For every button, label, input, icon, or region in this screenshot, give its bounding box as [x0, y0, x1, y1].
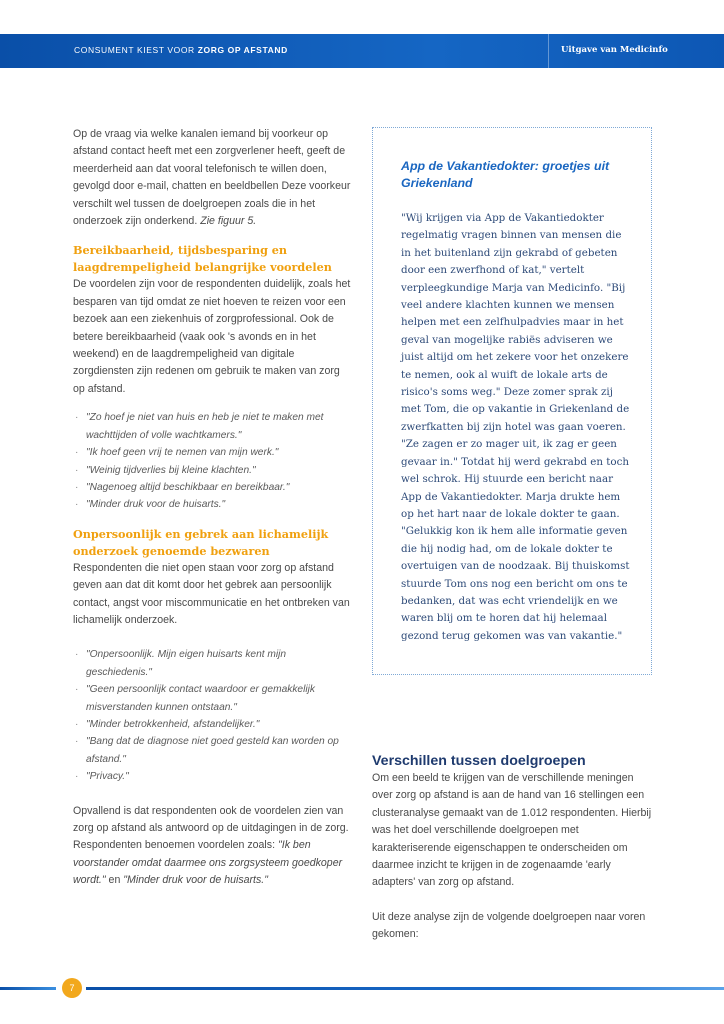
list-item: · "Nagenoeg altijd beschikbaar en bereikbaar." — [73, 479, 353, 496]
case-story-title: App de Vakantiedokter: groetjes uit Griekenland — [401, 159, 610, 190]
objections-quote-list — [73, 646, 353, 785]
page-number-badge: 7 — [62, 978, 82, 998]
list-item: · "Bang dat de diagnose niet goed gesteld kan worden op afstand." — [73, 733, 353, 768]
figure-reference: Zie figuur 5. — [200, 215, 257, 228]
list-item: · "Zo hoef je niet van huis en heb je niet te maken met wachttijden of volle wachtkamers." — [73, 409, 353, 444]
conclusion-connector: en — [105, 874, 124, 887]
list-item: · "Minder betrokkenheid, afstandelijker." — [73, 716, 353, 733]
publisher-label: Uitgave van Medicinfo — [561, 45, 668, 55]
conclusion-quote-a: "Ik ben voorstander omdat daarmee ons zorgsysteem goedkoper wordt." — [73, 839, 343, 887]
conclusion-paragraph — [73, 803, 353, 890]
list-item: · "Privacy." — [73, 768, 353, 785]
header-bar — [0, 34, 724, 68]
publication-title-bold: ZORG OP AFSTAND — [197, 45, 288, 55]
conclusion-quote-b: "Minder druk voor de huisarts." — [123, 874, 268, 887]
list-item: · "Weinig tijdverlies bij kleine klachten." — [73, 462, 353, 479]
footer-line-right — [86, 987, 724, 990]
list-item: · "Onpersoonlijk. Mijn eigen huisarts kent mijn geschiedenis." — [73, 646, 353, 681]
target-groups-intro: Uit deze analyse zijn de volgende doelgroepen naar voren gekomen: — [372, 910, 646, 941]
conclusion-text: Opvallend is dat respondenten ook de voordelen zien van zorg op afstand als antwoord op de uitdagingen in de zorg. Respondenten benoemen voordelen zoals: — [73, 804, 349, 852]
advantages-quote-list — [73, 409, 353, 513]
right-column — [372, 752, 654, 944]
heading-objections: Onpersoonlijk en gebrek aan lichamelijk onderzoek genoemde bezwaren — [73, 526, 329, 558]
list-item: · "Minder druk voor de huisarts." — [73, 496, 353, 513]
list-item: · "Ik hoef geen vrij te nemen van mijn werk." — [73, 444, 353, 461]
publication-title-prefix: CONSUMENT KIEST VOOR — [74, 45, 195, 55]
heading-advantages: Bereikbaarheid, tijdsbesparing en laagdrempeligheid belangrijke voordelen — [73, 243, 332, 275]
list-item: · "Geen persoonlijk contact waardoor er gemakkelijk misverstanden kunnen ontstaan." — [73, 681, 353, 716]
intro-text: Op de vraag via welke kanalen iemand bij voorkeur op afstand contact heeft met een zorgverlener heeft, geeft de meerderheid aan dat vooral telefonisch te willen doen, gevolgd door e-mail, chatten en beeldbellen Deze voorkeur verschilt wel tussen de doelgroepen zoals die in het onderzoek zijn onderkend. — [73, 128, 351, 228]
left-column — [73, 126, 353, 890]
intro-paragraph — [73, 126, 353, 230]
clusteranalysis-paragraph: Om een beeld te krijgen van de verschillende meningen over zorg op afstand is aan de hand van 16 stellingen een clusteranalyse gemaakt van de 1.012 respondenten. Hierbij was het doel verschillende doelgroepen met karakteriserende eigenschappen te onderscheiden om daarmee inzicht te krijgen in de zogenaamde 'early adapters' van zorg op afstand. — [372, 772, 652, 889]
header-divider — [548, 34, 549, 68]
publication-title — [74, 45, 288, 55]
advantages-paragraph: De voordelen zijn voor de respondenten duidelijk, zoals het besparen van tijd omdat ze niet hoeven te reizen voor een bezoek aan een ziekenhuis of zorgprofessional. Ook de betere bereikbaarheid (vaak ook 's avonds en in het weekend) en de laagdrempeligheid van digitale zorgdiensten zijn redenen om gebruik te maken van zorg op afstand. — [73, 278, 351, 395]
case-story-box — [372, 127, 652, 675]
case-story-text: "Wij krijgen via App de Vakantiedokter regelmatig vragen binnen van mensen die in het buitenland zijn gekrabd of gebeten door een zwerfhond of kat," vertelt verpleegkundige Marja van Medicinfo. "Bij veel andere klachten kunnen we mensen helpen met een zelfhulpadvies maar in het geval van mogelijke rabiës adviseren we juist altijd om het zekere voor het onzekere te nemen, ook al wuift de lokale arts de risico's soms weg." Deze zomer sprak zij met Tom, die op vakantie in Griekenland de zwerfkatten bij zijn hotel was gaan voeren. "Ze zagen er zo mager uit, ik zag er geen gevaar in." Totdat hij werd gekrabd en toch wel schrok. Hij stuurde een bericht naar App de Vakantiedokter. Marja drukte hem op het hart naar de lokale dokter te gaan. "Gelukkig kon ik hem alle informatie geven die hij nodig had, om de lokale dokter te overtuigen van de noodzaak. Bij thuiskomst stuurde Tom ons nog een bericht om ons te bedanken, dat was echt vriendelijk en we waren blij om te horen dat hij helemaal gezond terug gekomen was van vakantie." — [401, 212, 630, 642]
section-heading: Verschillen tussen doelgroepen — [372, 753, 586, 769]
footer-line-left — [0, 987, 56, 990]
objections-paragraph: Respondenten die niet open staan voor zorg op afstand geven aan dat dit komt door het gebrek aan persoonlijk contact, angst voor miscommunicatie en het ontbreken van lichamelijk onderzoek. — [73, 561, 350, 626]
